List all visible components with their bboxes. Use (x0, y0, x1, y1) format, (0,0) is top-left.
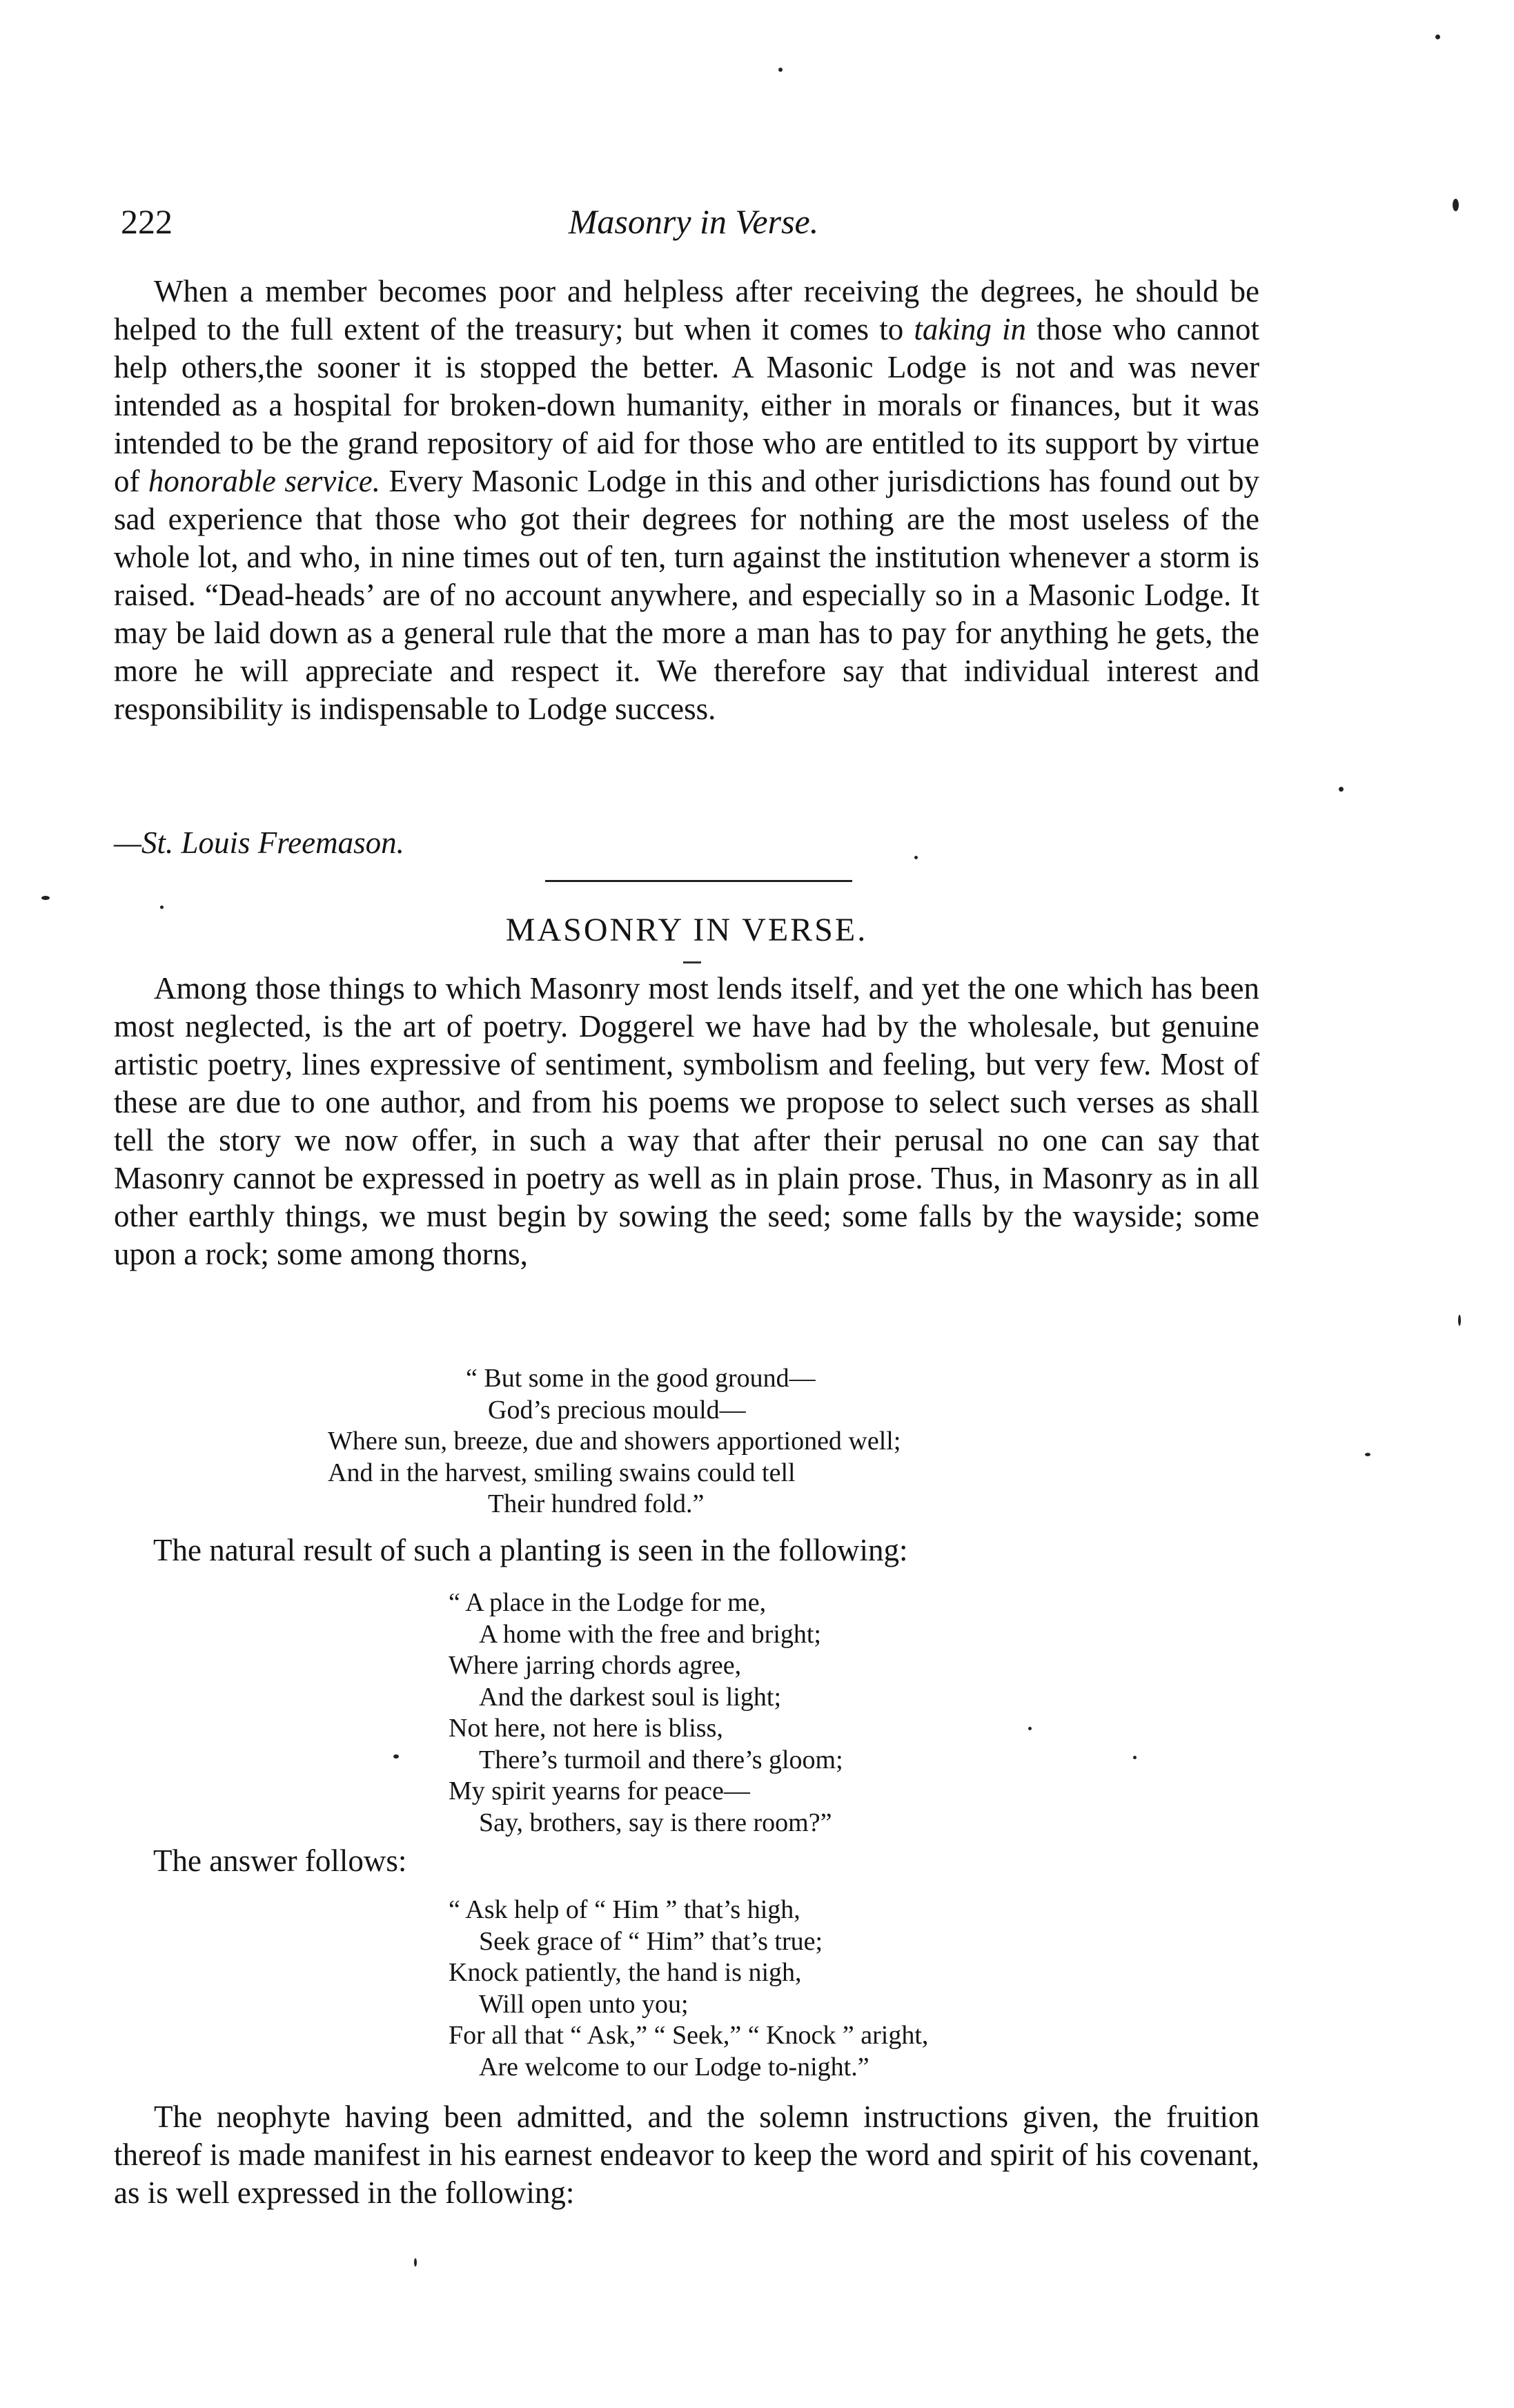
scan-speck (914, 856, 918, 859)
bridge-line-1: The natural result of such a planting is seen in the following: (153, 1533, 908, 1567)
article-emphasis: honorable service. (148, 464, 381, 498)
verse-line: For all that “ Ask,” “ Seek,” “ Knock ” aright, (449, 2021, 929, 2050)
scan-speck (41, 896, 50, 900)
article-paragraph (114, 273, 1259, 728)
section-title: MASONRY IN VERSE. (505, 912, 868, 948)
verse-line: God’s precious mould— (488, 1395, 746, 1425)
article-text-part: those who cannot help others,the sooner it is stopped the better. A Masonic Lodge is not and was never intended as a hospital for broken-down humanity, either in morals or finances, but it was intended to be the grand repository of aid for those who are entitled to its support by virtue of (114, 312, 1260, 498)
scan-speck (1028, 1727, 1032, 1730)
verse-line: “ Ask help of “ Him ” that’s high, (449, 1895, 800, 1924)
verse-line: Not here, not here is bliss, (449, 1714, 723, 1743)
verse-line: Seek grace of “ Him” that’s true; (479, 1926, 823, 1956)
verse-line: “ But some in the good ground— (466, 1364, 816, 1393)
section-divider-rule (545, 880, 852, 882)
verse-line: Are welcome to our Lodge to-night.” (479, 2052, 869, 2082)
scan-speck (778, 68, 783, 72)
scan-speck (1133, 1756, 1137, 1759)
verse-line: My spirit yearns for peace— (449, 1776, 750, 1805)
closing-paragraph: The neophyte having been admitted, and the solemn instructions given, the fruition thereof is made manifest in his earnest endeavor to keep the word and spirit of his covenant, as is well expressed in the following: (114, 2099, 1259, 2210)
intro-paragraph: Among those things to which Masonry most lends itself, and yet the one which has been most neglected, is the art of poetry. Doggerel we have had by the wholesale, but genuine artistic poetry, lines expressive of sentiment, symbolism and feeling, but very few. Most of these are due to one author, and from his poems we propose to select such verses as shall tell the story we now offer, in such a way that after their perusal no one can say that Masonry cannot be expressed in poetry as well as in plain prose. Thus, in Masonry as in all other earthly things, we must begin by sowing the seed; some falls by the wayside; some upon a rock; some among thorns, (114, 971, 1259, 1271)
scan-speck (1458, 1315, 1461, 1326)
running-title: Masonry in Verse. (568, 202, 819, 241)
bridge-line-2: The answer follows: (153, 1843, 407, 1878)
scan-speck (1339, 787, 1344, 792)
article-emphasis: taking in (914, 312, 1027, 346)
article-signature: —St. Louis Freemason. (114, 825, 404, 860)
verse-stanza-1 (328, 1363, 901, 1520)
verse-line: And the darkest soul is light; (479, 1682, 782, 1712)
scan-speck (414, 2258, 417, 2267)
scan-speck (1453, 199, 1459, 211)
verse-line: Where jarring chords agree, (449, 1651, 742, 1680)
verse-line: There’s turmoil and there’s gloom; (479, 1745, 843, 1774)
verse-line: Say, brothers, say is there room?” (479, 1808, 832, 1837)
verse-line: Will open unto you; (479, 1989, 689, 2019)
title-underline-dash (683, 961, 701, 963)
verse-line: “ A place in the Lodge for me, (449, 1588, 767, 1617)
page-number: 222 (121, 202, 173, 241)
scan-speck (160, 906, 164, 909)
scan-speck (393, 1754, 399, 1759)
article-text-part: When a member becomes poor and helpless after receiving the degrees, he should be helped to the full extent of the treasury; but when it comes to (114, 274, 1259, 346)
verse-line: A home with the free and bright; (479, 1619, 821, 1649)
verse-line: Where sun, breeze, due and showers apportioned well; (328, 1427, 901, 1456)
verse-line: And in the harvest, smiling swains could tell (328, 1458, 796, 1487)
verse-line: Knock patiently, the hand is nigh, (449, 1958, 802, 1987)
scan-speck (1365, 1453, 1370, 1456)
verse-stanza-2 (449, 1587, 843, 1839)
verse-line: Their hundred fold.” (488, 1489, 705, 1518)
article-text-part: Every Masonic Lodge in this and other jurisdictions has found out by sad experience that those who got their degrees for nothing are the most useless of the whole lot, and who, in nine times out of ten, turn against the institution whenever a storm is raised. “Dead-heads’ are of no account anywhere, and especially so in a Masonic Lodge. It may be laid down as a general rule that the more a man has to pay for anything he gets, the more he will appreciate and respect it. We therefore say that individual interest and responsibility is indispensable to Lodge success. (114, 464, 1259, 726)
verse-stanza-3 (449, 1895, 928, 2083)
scan-speck (1435, 35, 1440, 39)
page-header (121, 202, 1266, 257)
